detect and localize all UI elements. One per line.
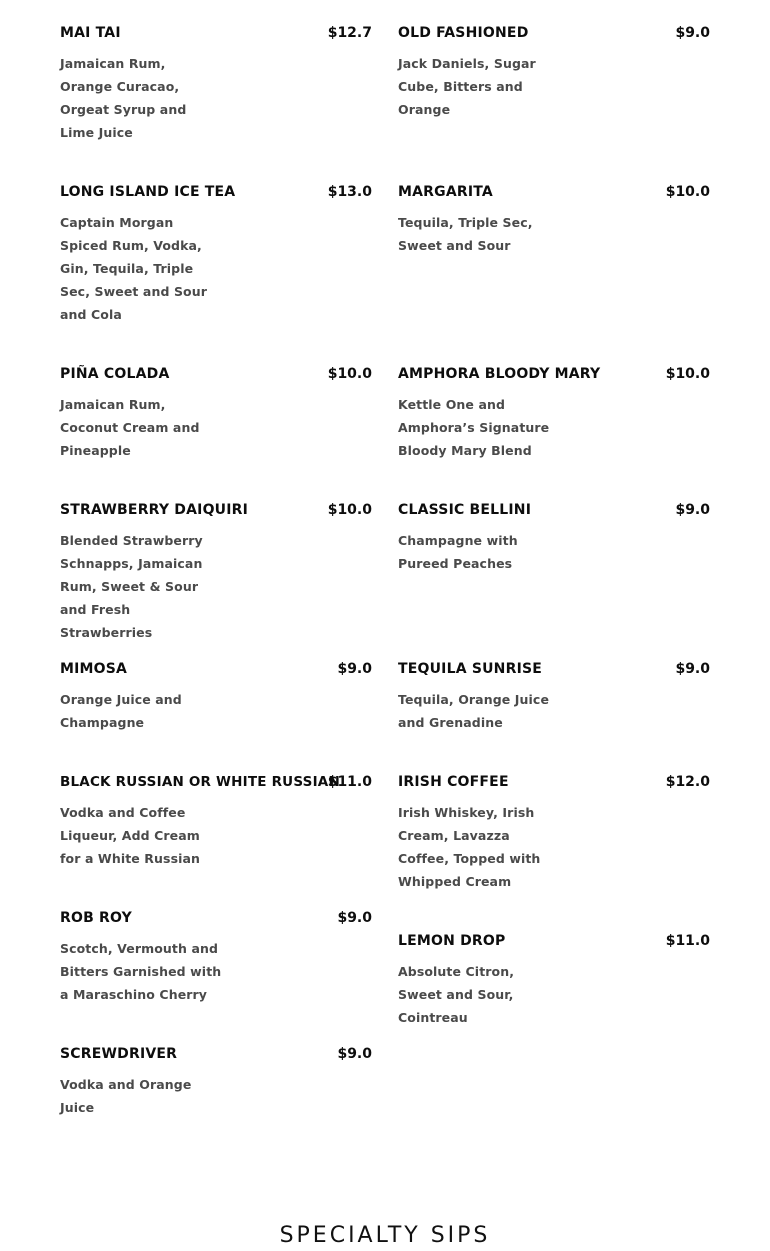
item-name: PIÑA COLADA	[60, 366, 170, 382]
item-price: $13.0	[327, 184, 372, 200]
item-description: Irish Whiskey, Irish Cream, Lavazza Coffee, Topped with Whipped Cream	[398, 805, 541, 889]
item-name: SCREWDRIVER	[60, 1046, 178, 1062]
item-description: Tequila, Orange Juice and Grenadine	[398, 692, 550, 730]
item-name: CLASSIC BELLINI	[398, 502, 532, 518]
item-price: $10.0	[665, 184, 710, 200]
item-description: Jamaican Rum, Orange Curacao, Orgeat Syrup and Lime Juice	[60, 56, 187, 140]
item-description: Blended Strawberry Schnapps, Jamaican Rum, Sweet & Sour and Fresh Strawberries	[60, 533, 203, 640]
item-name: ROB ROY	[60, 910, 132, 926]
item-description: Scotch, Vermouth and Bitters Garnished with a Maraschino Cherry	[60, 941, 222, 1002]
item-description: Captain Morgan Spiced Rum, Vodka, Gin, Tequila, Triple Sec, Sweet and Sour and Cola	[60, 215, 208, 322]
item-name: BLACK RUSSIAN OR WHITE RUSSIAN	[60, 774, 340, 790]
item-description: Champagne with Pureed Peaches	[398, 533, 518, 571]
item-price: $12.7	[327, 25, 372, 41]
item-description: Tequila, Triple Sec, Sweet and Sour	[398, 215, 533, 253]
item-name: TEQUILA SUNRISE	[398, 661, 543, 677]
item-name: MIMOSA	[60, 661, 128, 677]
item-name: OLD FASHIONED	[398, 25, 529, 41]
item-price: $10.0	[327, 502, 372, 518]
item-price: $9.0	[337, 910, 372, 926]
item-description: Kettle One and Amphora’s Signature Bloody Mary Blend	[398, 397, 550, 458]
item-price: $12.0	[665, 774, 710, 790]
item-name: LONG ISLAND ICE TEA	[60, 184, 236, 200]
item-name: AMPHORA BLOODY MARY	[398, 366, 601, 382]
item-price: $9.0	[337, 661, 372, 677]
section-title-specialty-sips: SPECIALTY SIPS	[279, 1223, 491, 1248]
item-price: $11.0	[665, 933, 710, 949]
item-price: $9.0	[675, 661, 710, 677]
item-name: IRISH COFFEE	[398, 774, 509, 790]
item-price: $10.0	[327, 366, 372, 382]
item-description: Jamaican Rum, Coconut Cream and Pineapple	[60, 397, 200, 458]
item-price: $10.0	[665, 366, 710, 382]
item-description: Absolute Citron, Sweet and Sour, Cointreau	[398, 964, 515, 1025]
item-price: $9.0	[675, 25, 710, 41]
item-description: Vodka and Orange Juice	[60, 1077, 192, 1115]
item-name: MAI TAI	[60, 25, 121, 41]
item-price: $11.0	[327, 774, 372, 790]
item-description: Jack Daniels, Sugar Cube, Bitters and Orange	[398, 56, 536, 117]
item-price: $9.0	[675, 502, 710, 518]
item-price: $9.0	[337, 1046, 372, 1062]
item-description: Orange Juice and Champagne	[60, 692, 182, 730]
item-description: Vodka and Coffee Liqueur, Add Cream for a White Russian	[60, 805, 201, 866]
item-name: STRAWBERRY DAIQUIRI	[60, 502, 249, 518]
item-name: LEMON DROP	[398, 933, 506, 949]
item-name: MARGARITA	[398, 184, 493, 200]
